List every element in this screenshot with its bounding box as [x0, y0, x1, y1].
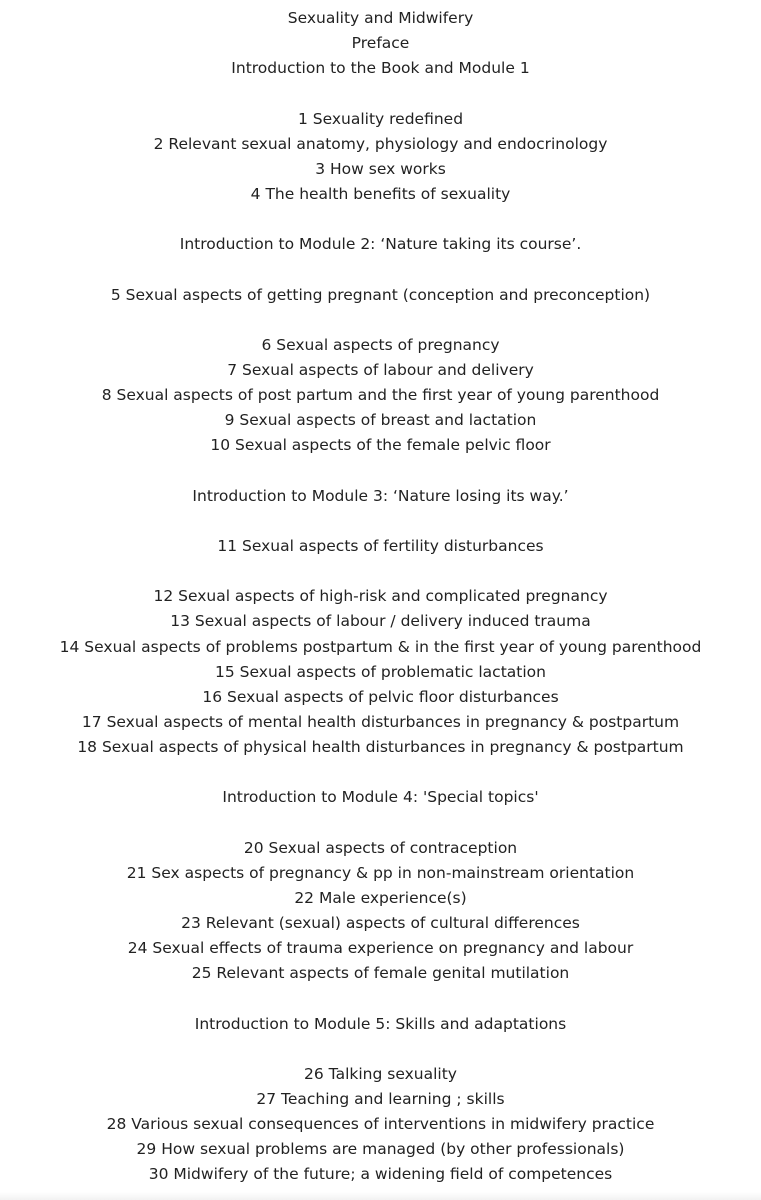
chapter-entry: 10 Sexual aspects of the female pelvic floor — [210, 436, 551, 455]
chapter-entry: 26 Talking sexuality — [304, 1064, 457, 1083]
chapter-entry: 11 Sexual aspects of fertility disturbances — [217, 536, 544, 555]
spacer — [0, 760, 761, 785]
chapter-entry: 17 Sexual aspects of mental health disturbances in pregnancy & postpartum — [81, 712, 680, 731]
module-intro-heading: Introduction to Module 2: ‘Nature taking its course’. — [179, 235, 582, 254]
chapter-entry: 14 Sexual aspects of problems postpartum & in the first year of young parenthood — [59, 637, 702, 656]
page-bottom-edge — [0, 1192, 761, 1200]
chapter-entry: 21 Sex aspects of pregnancy & pp in non-mainstream orientation — [126, 863, 635, 882]
chapter-entry: 18 Sexual aspects of physical health disturbances in pregnancy & postpartum — [77, 738, 684, 757]
chapter-entry: 1 Sexuality redefined — [297, 109, 464, 128]
chapter-entry: 8 Sexual aspects of post partum and the first year of young parenthood — [101, 386, 660, 405]
chapter-entry: 23 Relevant (sexual) aspects of cultural differences — [181, 914, 580, 933]
chapter-entry: 13 Sexual aspects of labour / delivery induced trauma — [170, 612, 591, 631]
spacer — [0, 81, 761, 106]
module-intro-heading: Introduction to Module 5: Skills and adaptations — [194, 1014, 567, 1033]
chapter-entry: 4 The health benefits of sexuality — [250, 184, 511, 203]
chapter-entry: 24 Sexual effects of trauma experience on pregnancy and labour — [127, 939, 634, 958]
chapter-entry: 2 Relevant sexual anatomy, physiology and endocrinology — [153, 134, 608, 153]
spacer — [0, 811, 761, 836]
document-title: Sexuality and Midwifery — [287, 9, 474, 27]
chapter-entry: 5 Sexual aspects of getting pregnant (conception and preconception) — [110, 285, 651, 304]
chapter-entry: 29 How sexual problems are managed (by other professionals) — [136, 1140, 625, 1159]
chapter-entry: 6 Sexual aspects of pregnancy — [261, 335, 500, 354]
chapter-entry: 27 Teaching and learning ; skills — [256, 1090, 505, 1109]
chapter-entry: 9 Sexual aspects of breast and lactation — [224, 411, 537, 430]
module-intro-heading: Introduction to Module 4: 'Special topics' — [222, 788, 539, 807]
chapter-entry: 25 Relevant aspects of female genital mutilation — [191, 964, 570, 983]
chapter-entry: 12 Sexual aspects of high-risk and complicated pregnancy — [153, 587, 608, 606]
chapter-entry: 22 Male experience(s) — [294, 888, 467, 907]
spacer — [0, 308, 761, 333]
chapter-entry: 3 How sex works — [315, 159, 446, 178]
spacer — [0, 986, 761, 1011]
spacer — [0, 459, 761, 484]
chapter-entry: 30 Midwifery of the future; a widening field of competences — [148, 1165, 613, 1184]
spacer — [0, 559, 761, 584]
spacer — [0, 207, 761, 232]
spacer — [0, 509, 761, 534]
chapter-entry: 28 Various sexual consequences of interventions in midwifery practice — [106, 1115, 655, 1134]
module-intro-heading: Introduction to Module 3: ‘Nature losing its way.’ — [192, 486, 569, 505]
chapter-entry: 16 Sexual aspects of pelvic floor disturbances — [202, 687, 559, 706]
intro-book-entry: Introduction to the Book and Module 1 — [231, 59, 530, 78]
spacer — [0, 257, 761, 282]
chapter-entry: 20 Sexual aspects of contraception — [243, 838, 518, 857]
preface-entry: Preface — [351, 34, 410, 53]
chapter-entry: 15 Sexual aspects of problematic lactation — [215, 662, 546, 681]
chapter-entry: 7 Sexual aspects of labour and delivery — [227, 360, 534, 379]
spacer — [0, 1037, 761, 1062]
